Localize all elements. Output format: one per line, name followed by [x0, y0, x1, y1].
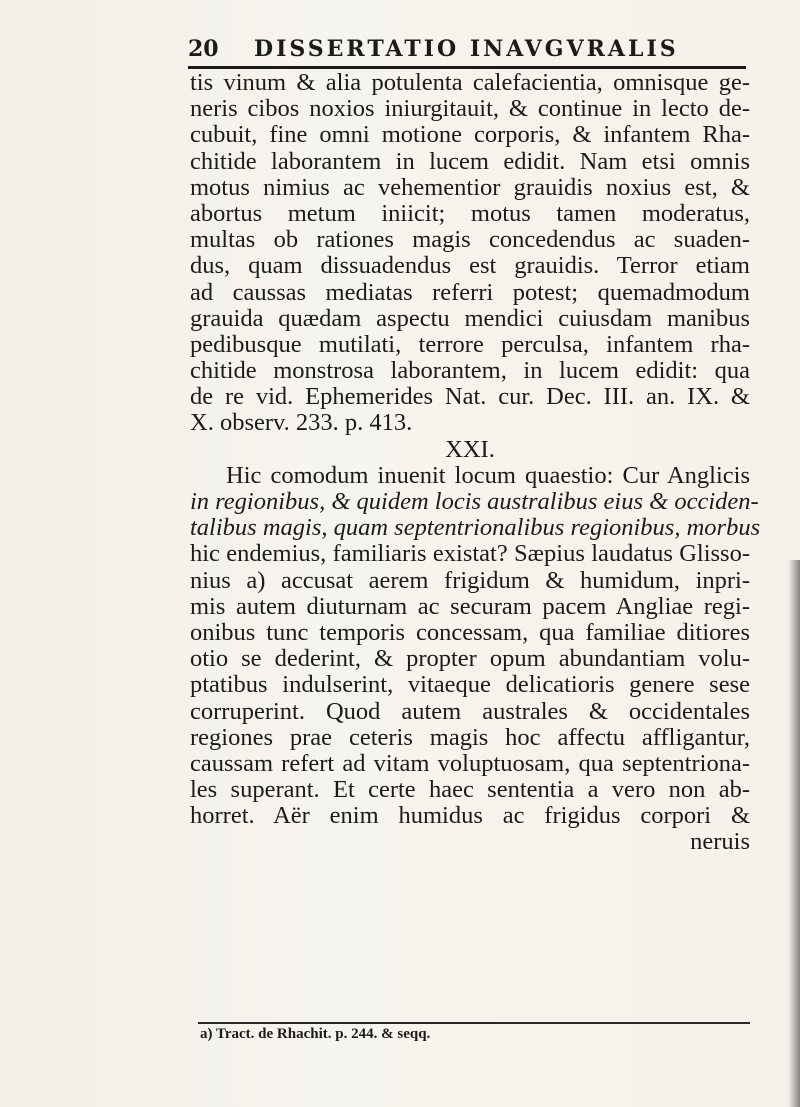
text-line: in regionibus, & quidem locis australibus eius & occiden-	[190, 488, 759, 515]
text-line: mis autem diuturnam ac securam pacem Angliae regi-	[190, 592, 750, 620]
text-line: hic endemius, familiaris existat? Sæpius laudatus Glisso-	[190, 540, 750, 568]
text-line: grauida quædam aspectu mendici cuiusdam manibus	[190, 304, 750, 332]
text-line: nius a) accusat aerem frigidum & humidum, inpri-	[190, 566, 750, 594]
running-head	[188, 36, 748, 66]
text-line: chitide laborantem in lucem edidit. Nam etsi omnis	[190, 147, 750, 175]
footnote-rule	[198, 1022, 750, 1024]
text-line: caussam refert ad vitam voluptuosam, qua septentriona-	[190, 749, 750, 777]
section-heading: XXI.	[445, 435, 495, 463]
text-line: onibus tunc temporis concessam, qua familiae ditiores	[190, 618, 750, 646]
text-line: pedibusque mutilati, terrore perculsa, infantem rha-	[190, 330, 750, 358]
text-line: multas ob rationes magis concedendus ac suaden-	[190, 226, 750, 254]
text-line: ptatibus indulserint, vitaeque delicatioris genere sese	[190, 671, 750, 699]
page-edge-shadow	[788, 560, 800, 1107]
running-title: DISSERTATIO INAVGVRALIS	[254, 36, 679, 62]
text-line: tis vinum & alia potulenta calefacientia, omnisque ge-	[190, 69, 750, 96]
page-number: 20	[188, 36, 219, 62]
text-line: neris cibos noxios iniurgitauit, & continue in lecto de-	[190, 95, 750, 123]
body-text	[190, 69, 761, 856]
text-line: otio se dederint, & propter opum abundantiam volu-	[190, 645, 750, 673]
text-line: motus nimius ac vehementior grauidis noxius est, &	[190, 173, 750, 201]
text-line: les superant. Et certe haec sententia a vero non ab-	[190, 776, 750, 804]
text-line: Hic comodum inuenit locum quaestio: Cur Anglicis	[226, 461, 750, 489]
text-line: chitide monstrosa laborantem, in lucem edidit: qua	[190, 357, 750, 385]
text-line: abortus metum iniicit; motus tamen moderatus,	[190, 199, 750, 227]
footnote: a) Tract. de Rhachit. p. 244. & seqq.	[200, 1026, 431, 1042]
text-line: horret. Aër enim humidus ac frigidus corpori &	[190, 802, 750, 830]
text-line: dus, quam dissuadendus est grauidis. Terror etiam	[190, 252, 750, 280]
text-line: corruperint. Quod autem australes & occidentales	[190, 697, 750, 725]
text-line: regiones prae ceteris magis hoc affectu affligantur,	[190, 723, 750, 751]
catchword: neruis	[690, 828, 750, 856]
text-line: cubuit, fine omni motione corporis, & infantem Rha-	[190, 121, 750, 149]
text-line: de re vid. Ephemerides Nat. cur. Dec. III. an. IX. &	[190, 383, 750, 411]
text-line: talibus magis, quam septentrionalibus regionibus, morbus	[190, 514, 761, 542]
text-line: ad caussas mediatas referri potest; quemadmodum	[190, 278, 750, 306]
text-line: X. observ. 233. p. 413.	[190, 409, 413, 437]
